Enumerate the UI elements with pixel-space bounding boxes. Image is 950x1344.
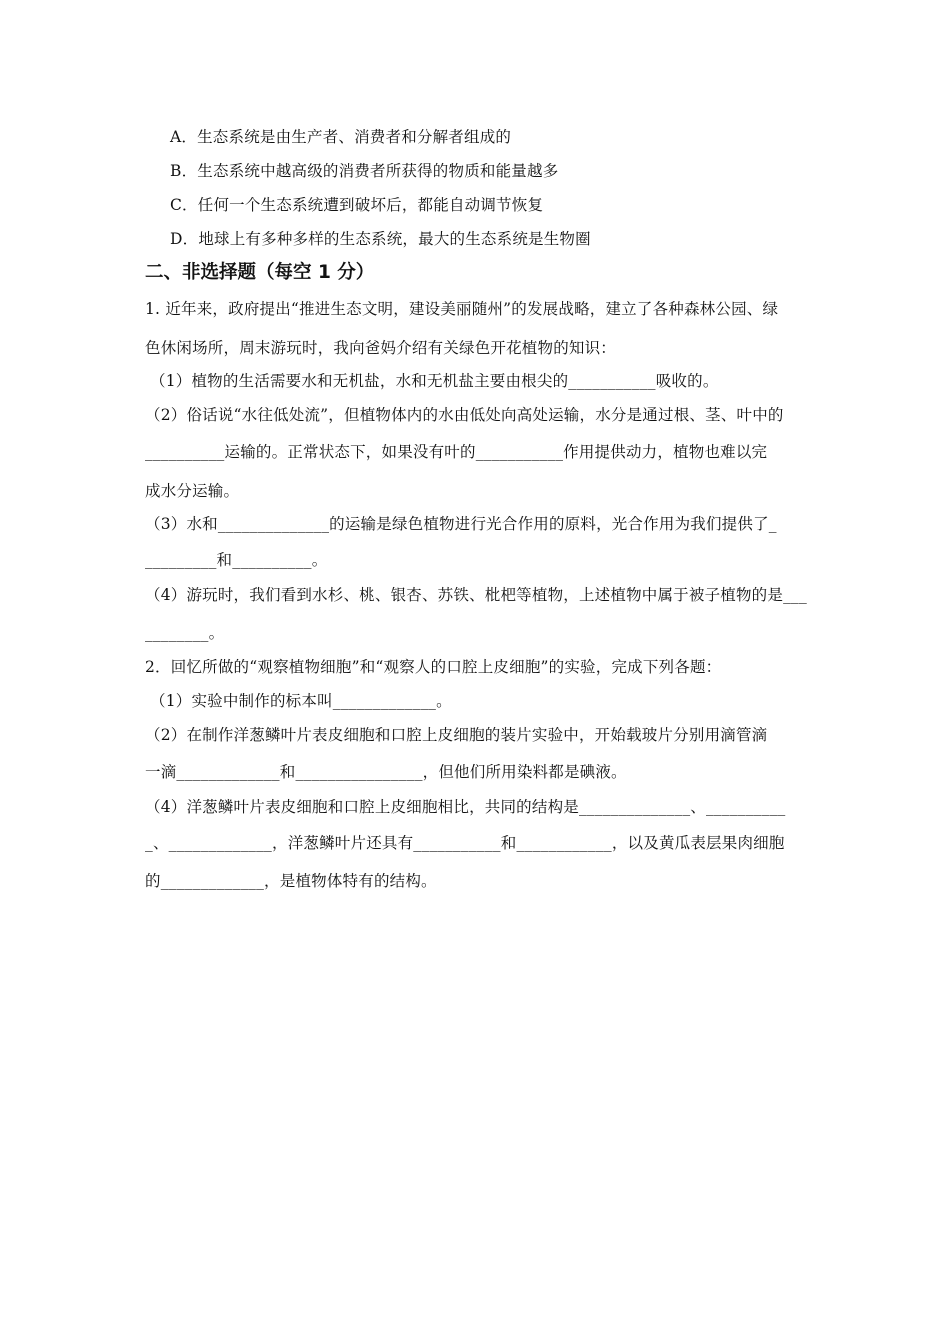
option-b: B．生态系统中越高级的消费者所获得的物质和能量越多 [170, 162, 559, 180]
option-c: C．任何一个生态系统遭到破坏后，都能自动调节恢复 [170, 196, 544, 214]
q2-part2-line1: （2）在制作洋葱鳞叶片表皮细胞和口腔上皮细胞的装片实验中，开始载玻片分别用滴管滴 [145, 726, 768, 744]
q2-part4-line2: _、_____________，洋葱鳞叶片还具有___________和____________，以及黄瓜表层果肉细胞 [145, 834, 785, 852]
q2-part1: （1）实验中制作的标本叫_____________。 [150, 692, 452, 710]
q1-part4-line2: ________。 [145, 624, 225, 642]
q1-part2-line2: __________运输的。正常状态下，如果没有叶的___________作用提供动力，植物也难以完 [145, 443, 768, 461]
q1-part3-line1: （3）水和______________的运输是绿色植物进行光合作用的原料，光合作用为我们提供了_ [145, 515, 777, 533]
option-d: D．地球上有多种多样的生态系统，最大的生态系统是生物圈 [170, 230, 591, 248]
q1-intro-line2: 色休闲场所，周末游玩时，我向爸妈介绍有关绿色开花植物的知识： [145, 339, 617, 357]
q2-part2-line2: 一滴_____________和________________，但他们所用染料都是碘液。 [145, 763, 627, 781]
q2-part4-line3: 的_____________，是植物体特有的结构。 [145, 872, 437, 890]
section-title: 二、非选择题（每空 1 分） [145, 262, 375, 283]
q2-part4-line1: （4）洋葱鳞叶片表皮细胞和口腔上皮细胞相比，共同的结构是______________、__________ [145, 798, 786, 816]
q1-part4-line1: （4）游玩时，我们看到水杉、桃、银杏、苏铁、枇杷等植物，上述植物中属于被子植物的是___ [145, 586, 807, 604]
q1-intro-line1: 1. 近年来，政府提出“推进生态文明，建设美丽随州”的发展战略，建立了各种森林公园、绿 [145, 300, 779, 318]
q1-part1: （1）植物的生活需要水和无机盐，水和无机盐主要由根尖的___________吸收的。 [150, 372, 719, 390]
option-a: A．生态系统是由生产者、消费者和分解者组成的 [170, 128, 512, 146]
q1-part3-line2: _________和__________。 [145, 551, 328, 569]
q1-part2-line1: （2）俗话说“水往低处流”，但植物体内的水由低处向高处运输，水分是通过根、茎、叶中的 [145, 406, 784, 424]
q2-intro: 2．回忆所做的“观察植物细胞”和“观察人的口腔上皮细胞”的实验，完成下列各题： [145, 658, 722, 676]
q1-part2-line3: 成水分运输。 [145, 482, 240, 500]
